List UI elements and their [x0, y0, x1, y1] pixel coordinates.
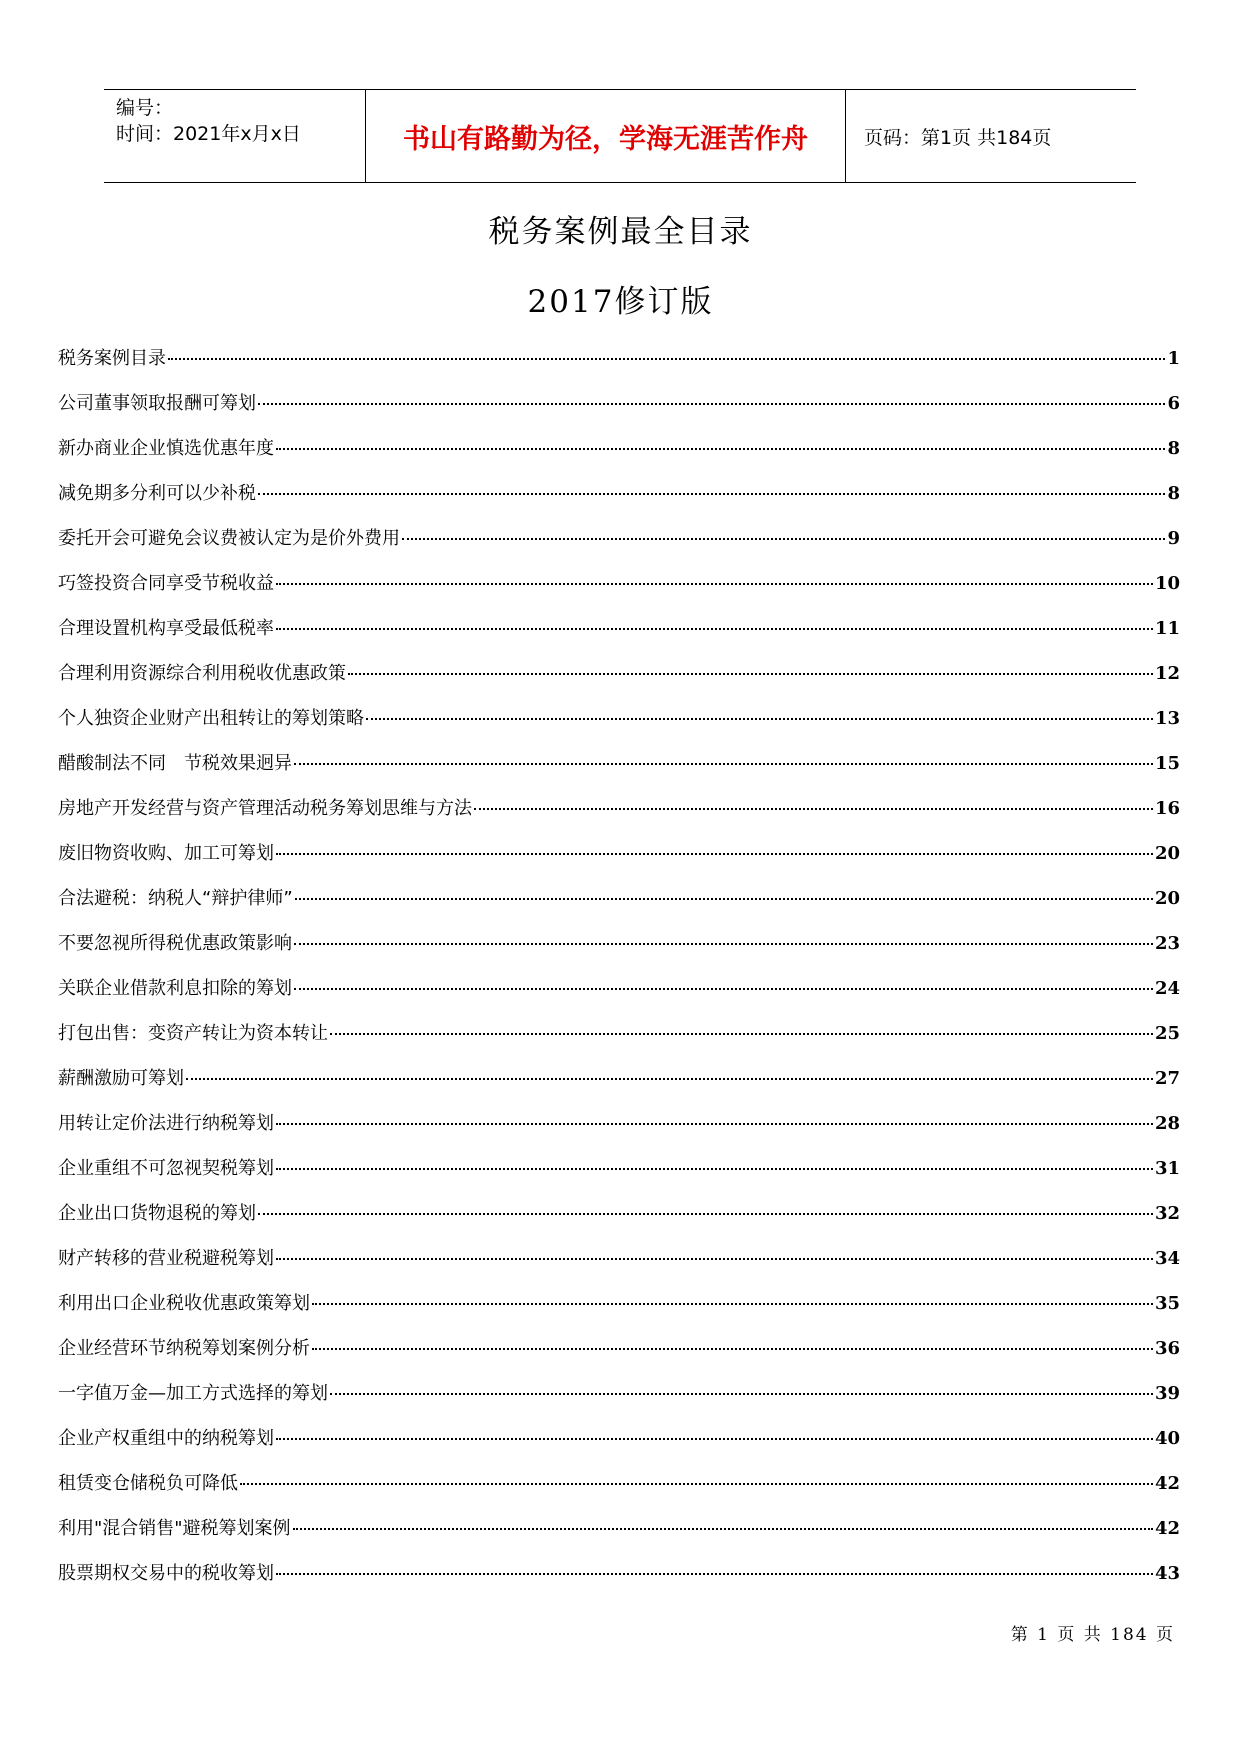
toc-dot-leader	[312, 1303, 1153, 1305]
table-of-contents	[58, 344, 1180, 1604]
toc-entry-page-number: 16	[1154, 798, 1180, 819]
toc-dot-leader	[276, 628, 1153, 630]
toc-entry-title: 不要忽视所得税优惠政策影响	[58, 933, 292, 954]
toc-entry-title: 股票期权交易中的税收筹划	[58, 1563, 274, 1584]
toc-entry-page-number: 42	[1154, 1473, 1180, 1494]
toc-entry[interactable]	[58, 1199, 1180, 1244]
toc-dot-leader	[276, 583, 1153, 585]
toc-entry[interactable]	[58, 1469, 1180, 1514]
toc-entry[interactable]	[58, 479, 1180, 524]
toc-dot-leader	[294, 988, 1153, 990]
toc-dot-leader	[312, 1348, 1153, 1350]
toc-dot-leader	[294, 943, 1153, 945]
document-subtitle: 2017修订版	[527, 284, 714, 320]
page-header	[104, 89, 1136, 183]
toc-dot-leader	[294, 763, 1153, 765]
toc-entry[interactable]	[58, 929, 1180, 974]
toc-entry-title: 用转让定价法进行纳税筹划	[58, 1113, 274, 1134]
toc-entry[interactable]	[58, 884, 1180, 929]
toc-entry-title: 企业经营环节纳税筹划案例分析	[58, 1338, 310, 1359]
document-title: 税务案例最全目录	[488, 214, 753, 250]
toc-entry[interactable]	[58, 1379, 1180, 1424]
toc-entry-page-number: 9	[1167, 528, 1180, 549]
toc-entry-page-number: 15	[1154, 753, 1180, 774]
toc-entry-title: 委托开会可避免会议费被认定为是价外费用	[58, 528, 400, 549]
toc-entry[interactable]	[58, 614, 1180, 659]
toc-entry[interactable]	[58, 1334, 1180, 1379]
toc-entry-page-number: 23	[1154, 933, 1180, 954]
toc-entry-title: 个人独资企业财产出租转让的筹划策略	[58, 708, 364, 729]
toc-entry[interactable]	[58, 1109, 1180, 1154]
toc-dot-leader	[186, 1078, 1153, 1080]
toc-entry[interactable]	[58, 569, 1180, 614]
toc-dot-leader	[276, 1168, 1153, 1170]
toc-entry-title: 合理利用资源综合利用税收优惠政策	[58, 663, 346, 684]
toc-entry-title: 税务案例目录	[58, 348, 166, 369]
toc-entry-title: 减免期多分利可以少补税	[58, 483, 256, 504]
toc-entry-title: 房地产开发经营与资产管理活动税务筹划思维与方法	[58, 798, 472, 819]
toc-entry-page-number: 32	[1154, 1203, 1180, 1224]
toc-entry-page-number: 43	[1154, 1563, 1180, 1584]
toc-dot-leader	[295, 898, 1153, 900]
toc-entry[interactable]	[58, 1019, 1180, 1064]
toc-entry-title: 一字值万金—加工方式选择的筹划	[58, 1383, 328, 1404]
header-info-cell	[104, 90, 366, 182]
toc-entry-page-number: 11	[1154, 618, 1180, 639]
toc-entry-title: 醋酸制法不同 节税效果迥异	[58, 753, 292, 774]
toc-entry[interactable]	[58, 704, 1180, 749]
toc-entry[interactable]	[58, 1289, 1180, 1334]
toc-entry-page-number: 12	[1154, 663, 1180, 684]
page-footer: 第 1 页 共 184 页	[1010, 1625, 1175, 1645]
toc-entry[interactable]	[58, 1559, 1180, 1604]
toc-entry-page-number: 8	[1167, 483, 1180, 504]
toc-entry[interactable]	[58, 1244, 1180, 1289]
toc-dot-leader	[276, 1573, 1153, 1575]
toc-entry[interactable]	[58, 974, 1180, 1019]
toc-entry-page-number: 8	[1167, 438, 1180, 459]
toc-entry[interactable]	[58, 344, 1180, 389]
toc-entry-page-number: 20	[1154, 843, 1180, 864]
toc-entry-title: 利用出口企业税收优惠政策筹划	[58, 1293, 310, 1314]
toc-entry-title: 新办商业企业慎选优惠年度	[58, 438, 274, 459]
toc-entry[interactable]	[58, 839, 1180, 884]
toc-entry-title: 企业产权重组中的纳税筹划	[58, 1428, 274, 1449]
toc-entry[interactable]	[58, 1154, 1180, 1199]
toc-entry[interactable]	[58, 749, 1180, 794]
toc-dot-leader	[330, 1033, 1153, 1035]
toc-entry-title: 合法避税：纳税人“辩护律师”	[58, 888, 293, 909]
toc-entry-page-number: 40	[1154, 1428, 1180, 1449]
toc-entry[interactable]	[58, 794, 1180, 839]
toc-dot-leader	[258, 1213, 1153, 1215]
toc-entry-page-number: 35	[1154, 1293, 1180, 1314]
toc-dot-leader	[474, 808, 1153, 810]
toc-dot-leader	[276, 448, 1165, 450]
document-time-label: 时间：2021年x月x日	[116, 123, 301, 145]
toc-entry-page-number: 6	[1167, 393, 1180, 414]
toc-entry[interactable]	[58, 389, 1180, 434]
toc-entry-page-number: 42	[1154, 1518, 1180, 1539]
toc-entry[interactable]	[58, 1064, 1180, 1109]
toc-entry-page-number: 20	[1154, 888, 1180, 909]
toc-entry[interactable]	[58, 659, 1180, 704]
toc-entry[interactable]	[58, 1514, 1180, 1559]
toc-entry-title: 企业出口货物退税的筹划	[58, 1203, 256, 1224]
toc-entry-title: 关联企业借款利息扣除的筹划	[58, 978, 292, 999]
toc-dot-leader	[330, 1393, 1153, 1395]
toc-entry-page-number: 1	[1167, 348, 1180, 369]
toc-entry[interactable]	[58, 434, 1180, 479]
toc-entry-page-number: 28	[1154, 1113, 1180, 1134]
toc-entry-title: 财产转移的营业税避税筹划	[58, 1248, 274, 1269]
toc-entry-page-number: 27	[1154, 1068, 1180, 1089]
toc-entry-title: 废旧物资收购、加工可筹划	[58, 843, 274, 864]
toc-entry-title: 利用"混合销售"避税筹划案例	[58, 1518, 291, 1539]
toc-dot-leader	[276, 1438, 1153, 1440]
toc-entry-page-number: 36	[1154, 1338, 1180, 1359]
toc-entry-title: 巧签投资合同享受节税收益	[58, 573, 274, 594]
toc-dot-leader	[276, 1258, 1153, 1260]
toc-entry-title: 公司董事领取报酬可筹划	[58, 393, 256, 414]
toc-entry-page-number: 13	[1154, 708, 1180, 729]
toc-dot-leader	[258, 403, 1165, 405]
toc-entry-title: 租赁变仓储税负可降低	[58, 1473, 238, 1494]
toc-entry-title: 企业重组不可忽视契税筹划	[58, 1158, 274, 1179]
toc-entry-title: 合理设置机构享受最低税率	[58, 618, 274, 639]
toc-dot-leader	[366, 718, 1153, 720]
toc-dot-leader	[276, 1123, 1153, 1125]
toc-dot-leader	[240, 1483, 1153, 1485]
toc-entry[interactable]	[58, 1424, 1180, 1469]
toc-dot-leader	[258, 493, 1165, 495]
toc-dot-leader	[276, 853, 1153, 855]
toc-entry-page-number: 31	[1154, 1158, 1180, 1179]
toc-entry-page-number: 39	[1154, 1383, 1180, 1404]
toc-entry[interactable]	[58, 524, 1180, 569]
header-motto: 书山有路勤为径，学海无涯苦作舟	[366, 90, 846, 182]
toc-dot-leader	[348, 673, 1153, 675]
header-page-info: 页码：第1页 共184页	[864, 126, 1052, 149]
toc-entry-page-number: 25	[1154, 1023, 1180, 1044]
toc-dot-leader	[402, 538, 1165, 540]
toc-dot-leader	[293, 1528, 1153, 1530]
toc-entry-page-number: 10	[1154, 573, 1180, 594]
document-number-label: 编号：	[116, 97, 174, 119]
toc-dot-leader	[168, 358, 1165, 360]
toc-entry-page-number: 34	[1154, 1248, 1180, 1269]
toc-entry-title: 打包出售：变资产转让为资本转让	[58, 1023, 328, 1044]
toc-entry-page-number: 24	[1154, 978, 1180, 999]
toc-entry-title: 薪酬激励可筹划	[58, 1068, 184, 1089]
